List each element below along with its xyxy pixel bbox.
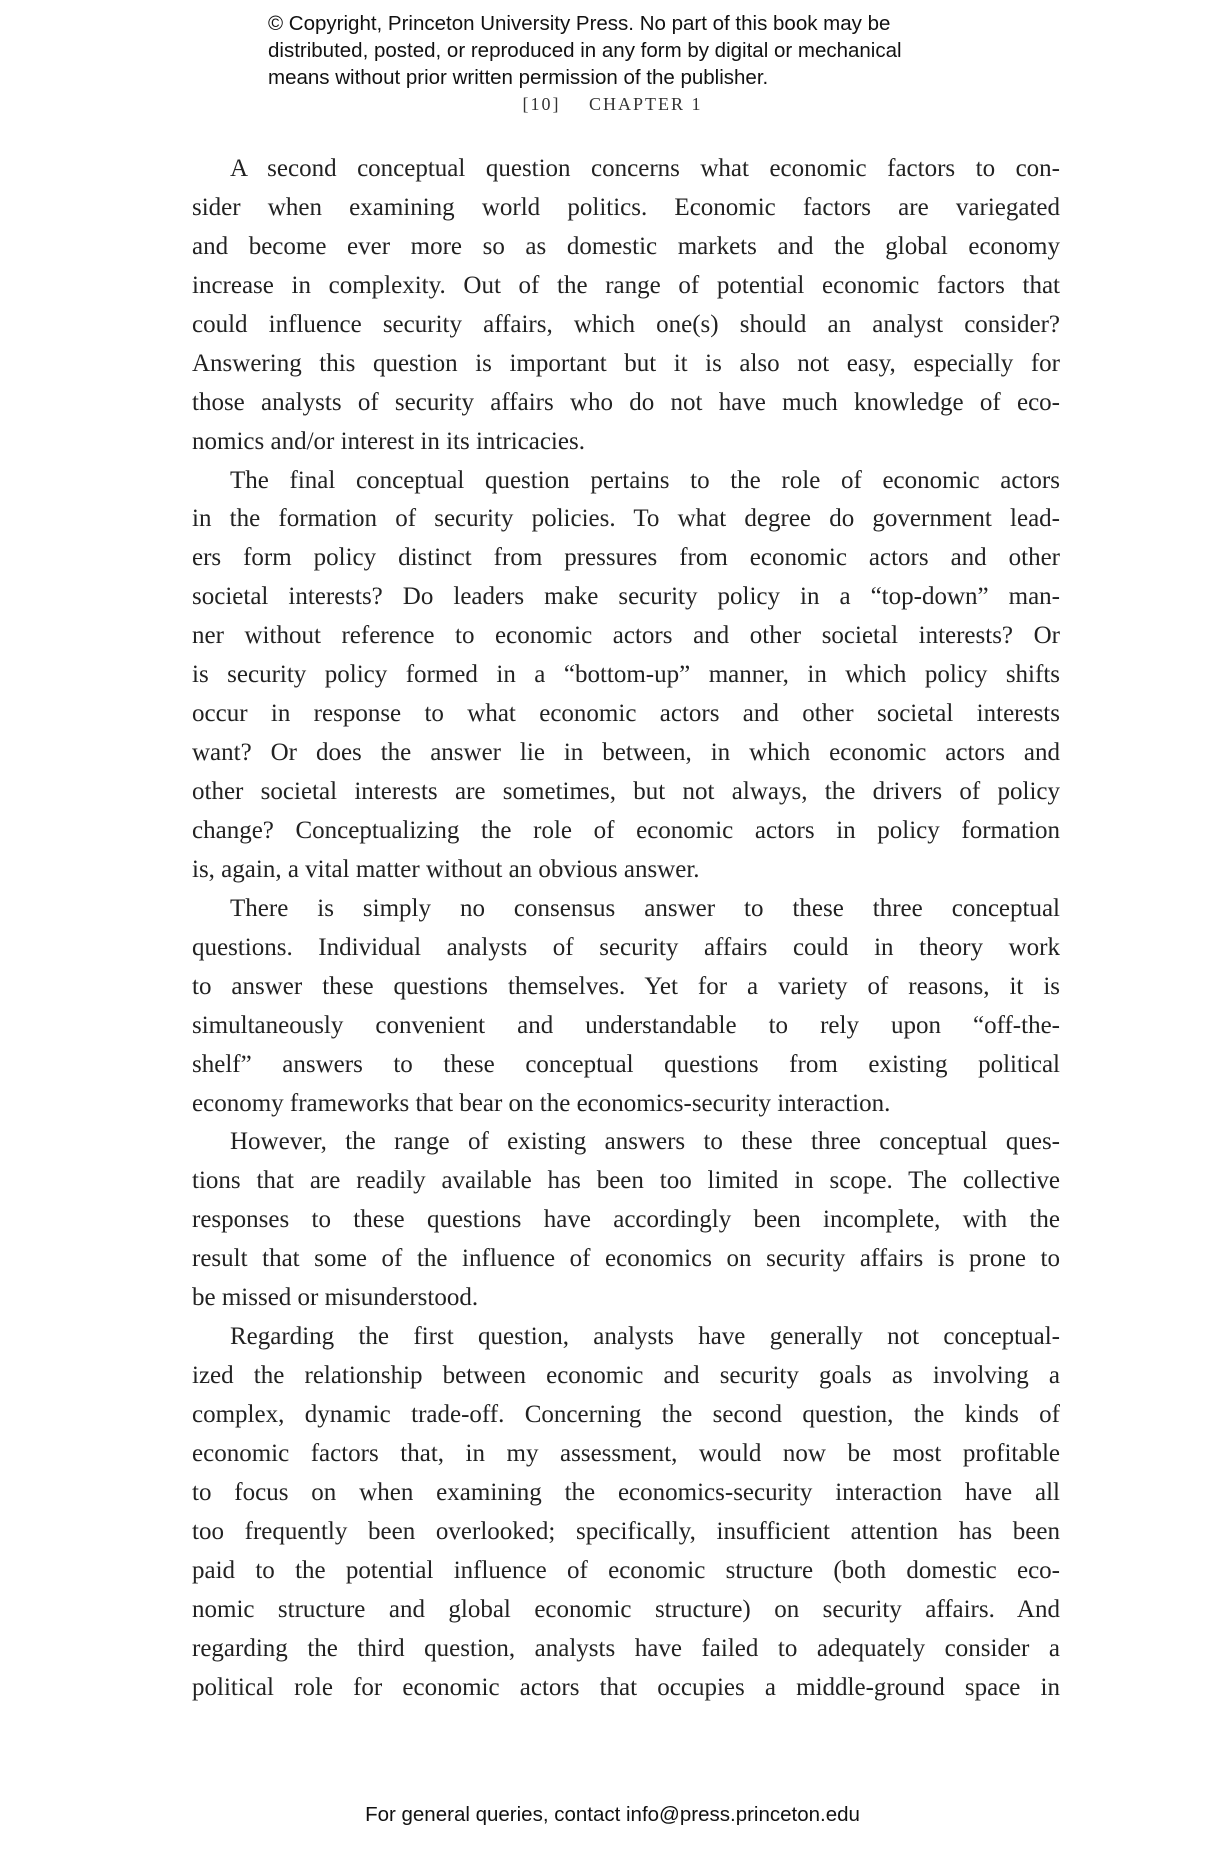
text-line: paid to the potential influence of economic structure (both domestic eco- — [192, 1556, 1060, 1584]
copyright-line: means without prior written permission of the publisher. — [268, 66, 769, 89]
text-line: too frequently been overlooked; specifically, insufficient attention has been — [192, 1517, 1060, 1545]
text-line: regarding the third question, analysts have failed to adequately consider a — [192, 1634, 1060, 1662]
text-line: occur in response to what economic actors and other societal interests — [192, 700, 1060, 728]
text-line: change? Conceptualizing the role of economic actors in policy formation — [192, 816, 1060, 844]
paragraph — [192, 1318, 1060, 1707]
text-line: result that some of the influence of economics on security affairs is prone to — [192, 1245, 1060, 1273]
paragraph — [192, 890, 1060, 1124]
chapter-label: CHAPTER 1 — [588, 94, 703, 114]
text-line: economy frameworks that bear on the economics-security interaction. — [192, 1089, 891, 1117]
running-head — [0, 94, 1225, 115]
text-line: be missed or misunderstood. — [192, 1284, 479, 1312]
text-line: in the formation of security policies. To what degree do government lead- — [192, 505, 1060, 533]
text-line: shelf” answers to these conceptual questions from existing political — [192, 1050, 1060, 1078]
text-line: The final conceptual question pertains to the role of economic actors — [230, 466, 1060, 494]
text-line: questions. Individual analysts of security affairs could in theory work — [192, 933, 1060, 961]
text-line: to answer these questions themselves. Yet for a variety of reasons, it is — [192, 972, 1060, 1000]
text-line: ers form policy distinct from pressures from economic actors and other — [192, 544, 1060, 572]
text-line: and become ever more so as domestic markets and the global economy — [192, 232, 1060, 260]
footer-contact: For general queries, contact info@press.princeton.edu — [365, 1803, 860, 1826]
text-line: tions that are readily available has been too limited in scope. The collective — [192, 1167, 1060, 1195]
text-line: complex, dynamic trade-off. Concerning the second question, the kinds of — [192, 1401, 1060, 1428]
text-line: other societal interests are sometimes, but not always, the drivers of policy — [192, 778, 1060, 805]
paragraph — [192, 1123, 1060, 1318]
paragraph — [192, 150, 1060, 462]
text-line: ner without reference to economic actors and other societal interests? Or — [192, 622, 1060, 650]
text-line: economic factors that, in my assessment, would now be most profitable — [192, 1439, 1060, 1467]
copyright-line: distributed, posted, or reproduced in any form by digital or mechanical — [268, 39, 902, 62]
text-line: those analysts of security affairs who do not have much knowledge of eco- — [192, 388, 1060, 416]
text-line: could influence security affairs, which one(s) should an analyst consider? — [192, 310, 1060, 338]
text-line: However, the range of existing answers to these three conceptual ques- — [230, 1128, 1060, 1156]
text-line: increase in complexity. Out of the range of potential economic factors that — [192, 271, 1060, 299]
text-line: Answering this question is important but it is also not easy, especially for — [192, 349, 1060, 377]
text-line: nomics and/or interest in its intricacies. — [192, 427, 585, 455]
page-number: [10] — [522, 94, 561, 114]
copyright-notice — [268, 10, 902, 91]
text-line: political role for economic actors that occupies a middle-ground space in — [192, 1673, 1060, 1701]
text-line: want? Or does the answer lie in between, in which economic actors and — [192, 739, 1060, 767]
text-line: simultaneously convenient and understandable to rely upon “off-the- — [192, 1011, 1060, 1039]
text-line: is security policy formed in a “bottom-up” manner, in which policy shifts — [192, 661, 1060, 689]
text-line: ized the relationship between economic and security goals as involving a — [192, 1362, 1060, 1390]
text-line: responses to these questions have accordingly been incomplete, with the — [192, 1206, 1060, 1234]
text-line: is, again, a vital matter without an obvious answer. — [192, 855, 700, 883]
text-line: Regarding the first question, analysts have generally not conceptual- — [230, 1323, 1060, 1351]
text-line: A second conceptual question concerns what economic factors to con- — [230, 155, 1060, 182]
text-line: societal interests? Do leaders make security policy in a “top-down” man- — [192, 583, 1060, 611]
copyright-line: © Copyright, Princeton University Press. No part of this book may be — [268, 12, 891, 35]
text-line: to focus on when examining the economics-security interaction have all — [192, 1478, 1060, 1506]
text-line: There is simply no consensus answer to these three conceptual — [230, 894, 1060, 922]
body-text — [192, 150, 1060, 1708]
text-line: sider when examining world politics. Economic factors are variegated — [192, 193, 1060, 221]
text-line: nomic structure and global economic structure) on security affairs. And — [192, 1595, 1060, 1623]
paragraph — [192, 462, 1060, 890]
